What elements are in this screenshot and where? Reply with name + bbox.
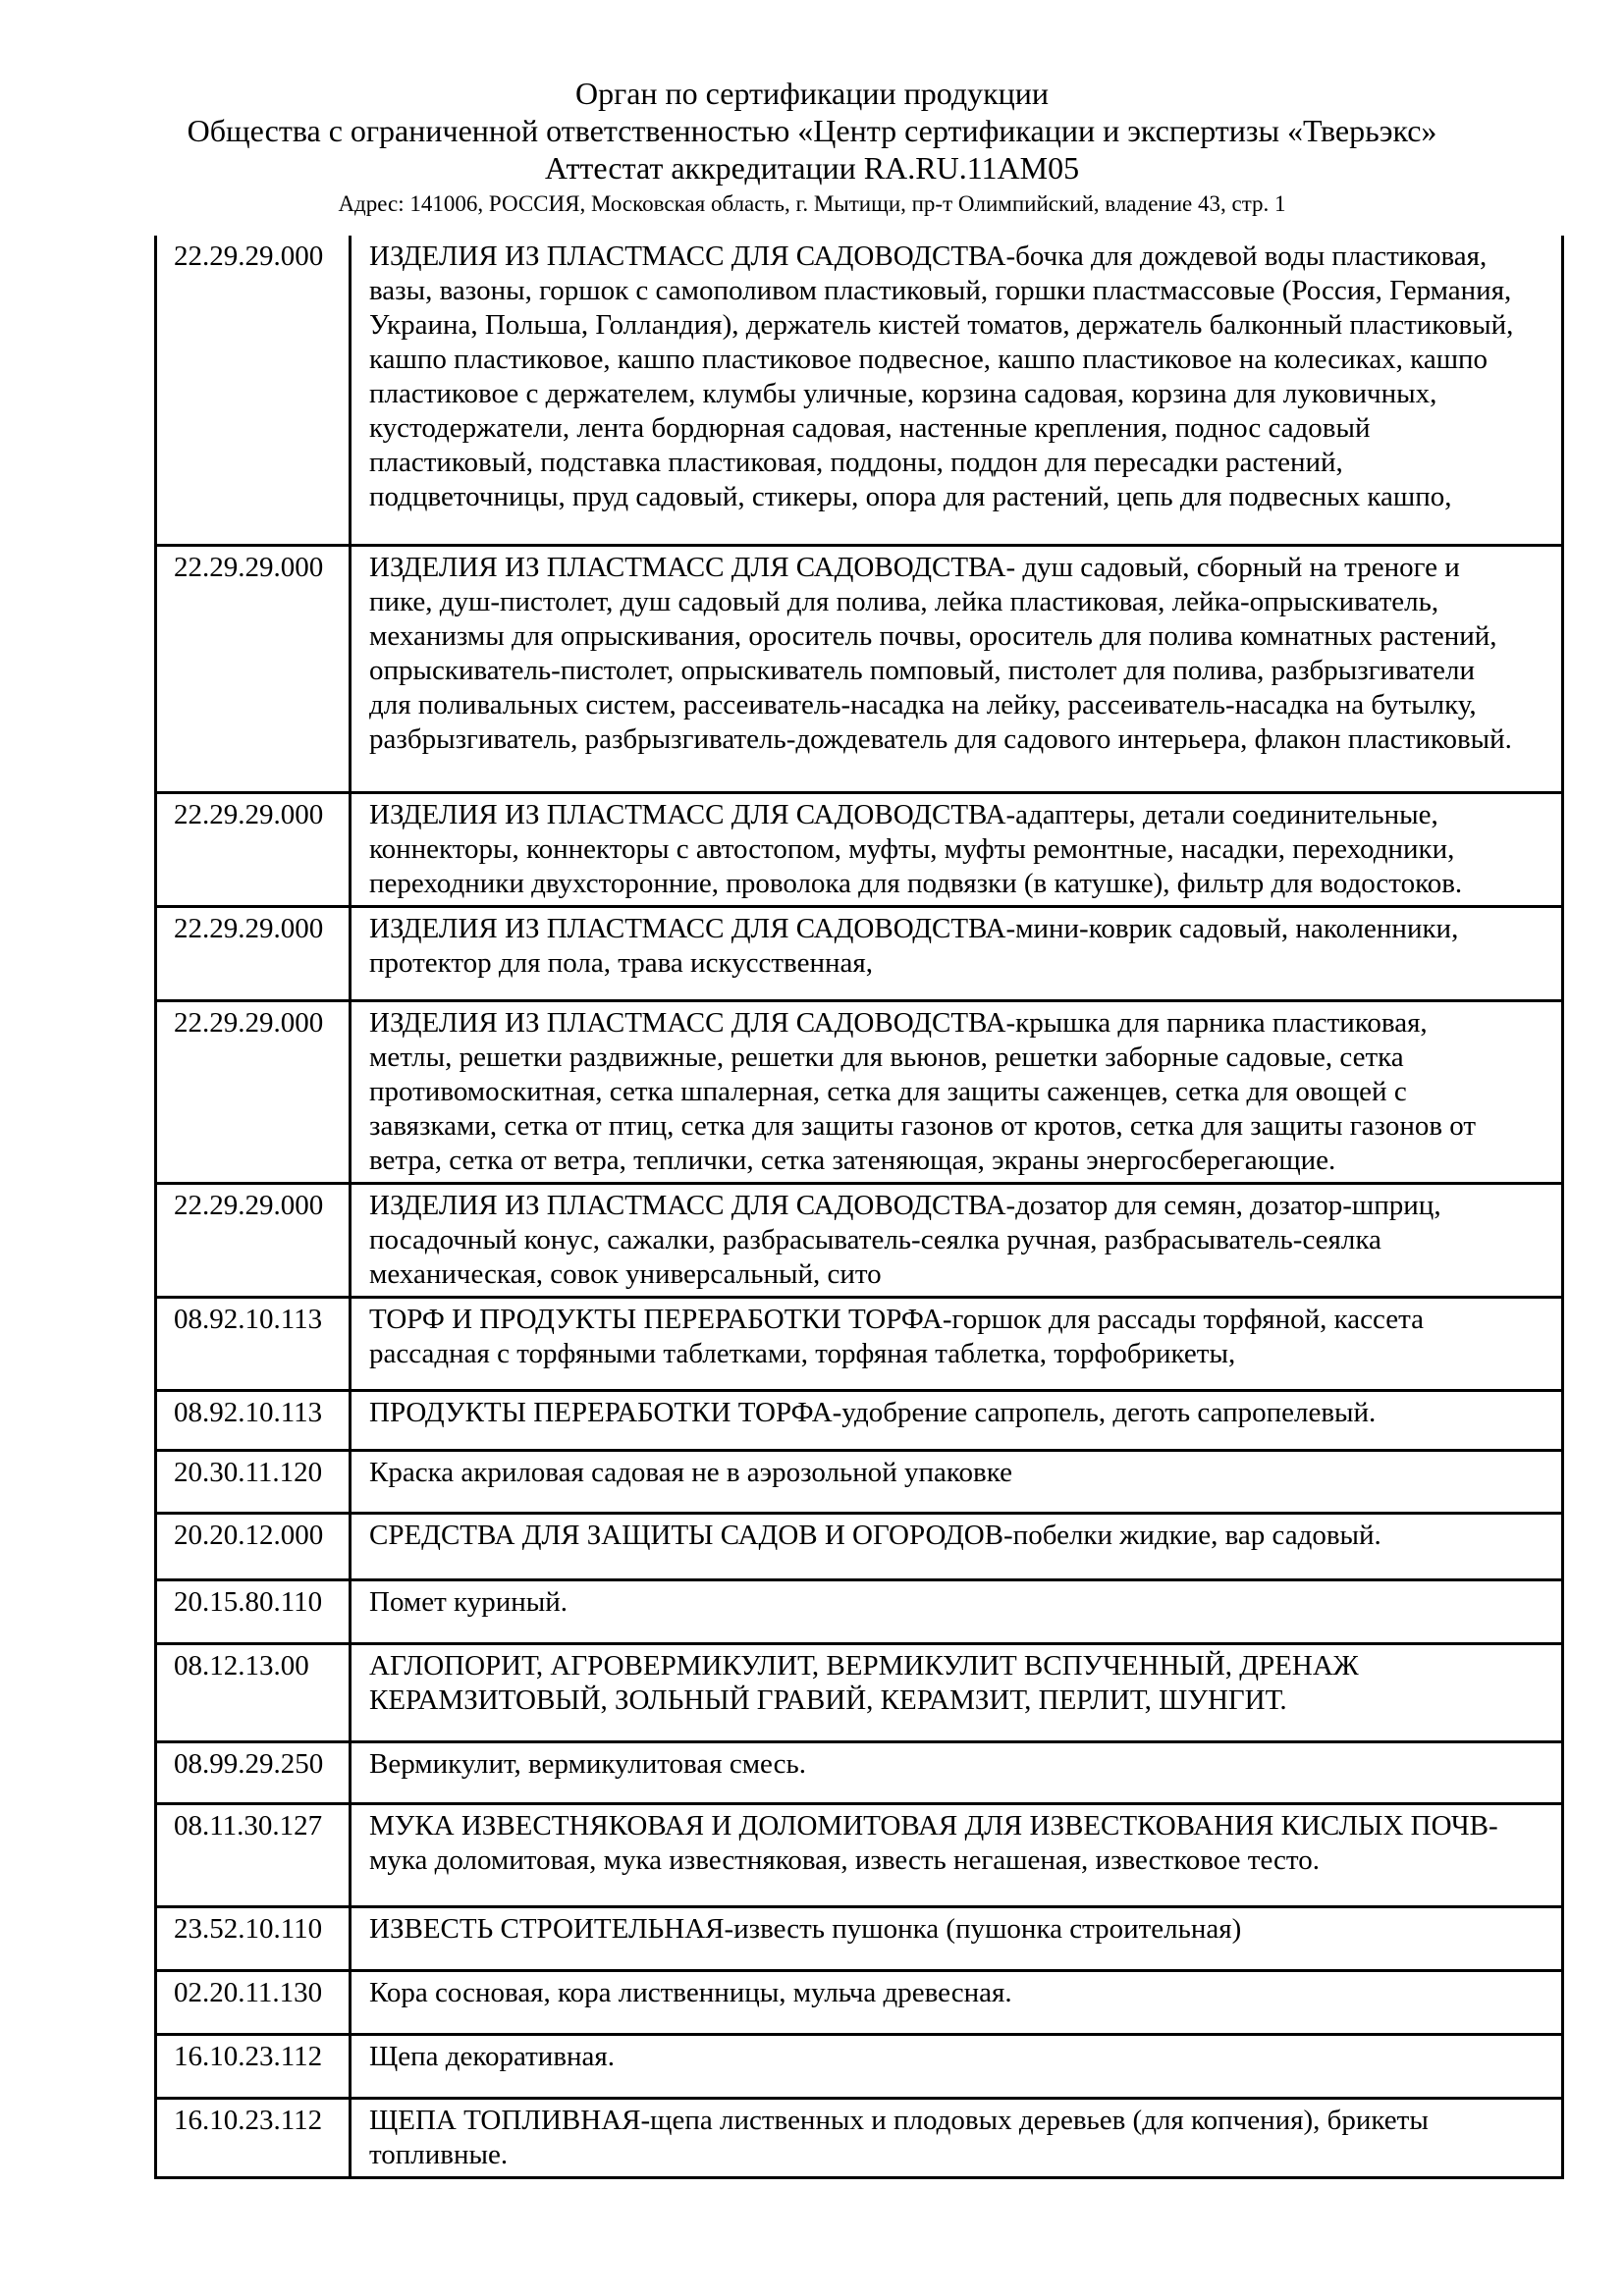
product-code-cell: 20.15.80.110 (156, 1579, 351, 1643)
product-code-cell: 22.29.29.000 (156, 236, 351, 545)
products-table (154, 236, 1564, 2179)
product-code-cell: 16.10.23.112 (156, 2034, 351, 2098)
product-description-cell: СРЕДСТВА ДЛЯ ЗАЩИТЫ САДОВ И ОГОРОДОВ-побелки жидкие, вар садовый. (351, 1513, 1563, 1579)
table-row (156, 792, 1563, 906)
product-description-cell: ИЗВЕСТЬ СТРОИТЕЛЬНАЯ-известь пушонка (пушонка строительная) (351, 1906, 1563, 1970)
product-code-cell: 22.29.29.000 (156, 1183, 351, 1297)
document-header (0, 0, 1624, 219)
table-row (156, 1390, 1563, 1450)
table-row (156, 1297, 1563, 1390)
table-row (156, 1906, 1563, 1970)
org-name-line: Общества с ограниченной ответственностью «Центр сертификации и экспертизы «Тверьэкс» (187, 113, 1437, 148)
product-code-cell: 08.92.10.113 (156, 1297, 351, 1390)
product-code-cell: 22.29.29.000 (156, 545, 351, 792)
product-code-cell: 22.29.29.000 (156, 792, 351, 906)
products-table-body (156, 236, 1563, 2177)
product-description-cell: ИЗДЕЛИЯ ИЗ ПЛАСТМАСС ДЛЯ САДОВОДСТВА-адаптеры, детали соединительные, коннекторы, коннекторы с автостопом, муфты, муфты ремонтные, насадки, переходники, переходники двухсторонние, проволока для подвязки (в катушке), фильтр для водостоков. (351, 792, 1563, 906)
product-description-cell: ЩЕПА ТОПЛИВНАЯ-щепа лиственных и плодовых деревьев (для копчения), брикеты топливные. (351, 2098, 1563, 2177)
product-description-cell: ИЗДЕЛИЯ ИЗ ПЛАСТМАСС ДЛЯ САДОВОДСТВА- душ садовый, сборный на треноге и пике, душ-пистолет, душ садовый для полива, лейка пластиковая, лейка-опрыскиватель, механизмы для опрыскивания, ороситель почвы, ороситель для полива комнатных растений, опрыскиватель-пистолет, опрыскиватель помповый, пистолет для полива, разбрызгиватели для поливальных систем, рассеиватель-насадка на лейку, рассеиватель-насадка на бутылку, разбрызгиватель, разбрызгиватель-дождеватель для садового интерьера, флакон пластиковый. (351, 545, 1563, 792)
product-code-cell: 23.52.10.110 (156, 1906, 351, 1970)
product-description-cell: ТОРФ И ПРОДУКТЫ ПЕРЕРАБОТКИ ТОРФА-горшок для рассады торфяной, кассета рассадная с торфяными таблетками, торфяная таблетка, торфобрикеты, (351, 1297, 1563, 1390)
product-code-cell: 16.10.23.112 (156, 2098, 351, 2177)
org-title-line: Орган по сертификации продукции (574, 76, 1050, 111)
product-description-cell: ИЗДЕЛИЯ ИЗ ПЛАСТМАСС ДЛЯ САДОВОДСТВА-мини-коврик садовый, наколенники, протектор для пола, трава искусственная, (351, 906, 1563, 1000)
table-row (156, 1450, 1563, 1513)
product-description-cell: Кора сосновая, кора лиственницы, мульча древесная. (351, 1970, 1563, 2034)
product-code-cell: 08.12.13.00 (156, 1643, 351, 1741)
accreditation-line: Аттестат аккредитации RA.RU.11АМ05 (544, 150, 1080, 186)
product-description-cell: Вермикулит, вермикулитовая смесь. (351, 1741, 1563, 1803)
table-row (156, 1741, 1563, 1803)
product-code-cell: 02.20.11.130 (156, 1970, 351, 2034)
address-line: Адрес: 141006, РОССИЯ, Московская область, г. Мытищи, пр-т Олимпийский, владение 43, стр. 1 (338, 191, 1286, 216)
table-row (156, 2098, 1563, 2177)
product-code-cell: 22.29.29.000 (156, 906, 351, 1000)
table-row (156, 236, 1563, 545)
table-row (156, 1579, 1563, 1643)
table-row (156, 906, 1563, 1000)
table-row (156, 1000, 1563, 1183)
product-code-cell: 20.30.11.120 (156, 1450, 351, 1513)
product-description-cell: МУКА ИЗВЕСТНЯКОВАЯ И ДОЛОМИТОВАЯ ДЛЯ ИЗВЕСТКОВАНИЯ КИСЛЫХ ПОЧВ-мука доломитовая, мука известняковая, известь негашеная, известковое тесто. (351, 1803, 1563, 1906)
product-description-cell: ПРОДУКТЫ ПЕРЕРАБОТКИ ТОРФА-удобрение сапропель, деготь сапропелевый. (351, 1390, 1563, 1450)
product-description-cell: ИЗДЕЛИЯ ИЗ ПЛАСТМАСС ДЛЯ САДОВОДСТВА-бочка для дождевой воды пластиковая, вазы, вазоны, горшок с самополивом пластиковый, горшки пластмассовые (Россия, Германия, Украина, Польша, Голландия), держатель кистей томатов, держатель балконный пластиковый, кашпо пластиковое, кашпо пластиковое подвесное, кашпо пластиковое на колесиках, кашпо пластиковое с держателем, клумбы уличные, корзина садовая, корзина для луковичных, кустодержатели, лента бордюрная садовая, настенные крепления, поднос садовый пластиковый, подставка пластиковая, поддоны, поддон для пересадки растений, подцветочницы, пруд садовый, стикеры, опора для растений, цепь для подвесных кашпо, (351, 236, 1563, 545)
product-description-cell: Помет куриный. (351, 1579, 1563, 1643)
table-row (156, 1803, 1563, 1906)
product-code-cell: 08.11.30.127 (156, 1803, 351, 1906)
product-code-cell: 20.20.12.000 (156, 1513, 351, 1579)
product-description-cell: ИЗДЕЛИЯ ИЗ ПЛАСТМАСС ДЛЯ САДОВОДСТВА-крышка для парника пластиковая, метлы, решетки раздвижные, решетки для вьюнов, решетки заборные садовые, сетка противомоскитная, сетка шпалерная, сетка для защиты саженцев, сетка для овощей с завязками, сетка от птиц, сетка для защиты газонов от кротов, сетка для защиты газонов от ветра, сетка от ветра, теплички, сетка затеняющая, экраны энергосберегающие. (351, 1000, 1563, 1183)
product-code-cell: 08.99.29.250 (156, 1741, 351, 1803)
table-row (156, 2034, 1563, 2098)
table-row (156, 545, 1563, 792)
product-description-cell: ИЗДЕЛИЯ ИЗ ПЛАСТМАСС ДЛЯ САДОВОДСТВА-дозатор для семян, дозатор-шприц, посадочный конус, сажалки, разбрасыватель-сеялка ручная, разбрасыватель-сеялка механическая, совок универсальный, сито (351, 1183, 1563, 1297)
product-description-cell: АГЛОПОРИТ, АГРОВЕРМИКУЛИТ, ВЕРМИКУЛИТ ВСПУЧЕННЫЙ, ДРЕНАЖ КЕРАМЗИТОВЫЙ, ЗОЛЬНЫЙ ГРАВИЙ, КЕРАМЗИТ, ПЕРЛИТ, ШУНГИТ. (351, 1643, 1563, 1741)
table-row (156, 1183, 1563, 1297)
product-description-cell: Щепа декоративная. (351, 2034, 1563, 2098)
product-description-cell: Краска акриловая садовая не в аэрозольной упаковке (351, 1450, 1563, 1513)
product-code-cell: 08.92.10.113 (156, 1390, 351, 1450)
product-code-cell: 22.29.29.000 (156, 1000, 351, 1183)
table-row (156, 1513, 1563, 1579)
table-row (156, 1970, 1563, 2034)
table-row (156, 1643, 1563, 1741)
